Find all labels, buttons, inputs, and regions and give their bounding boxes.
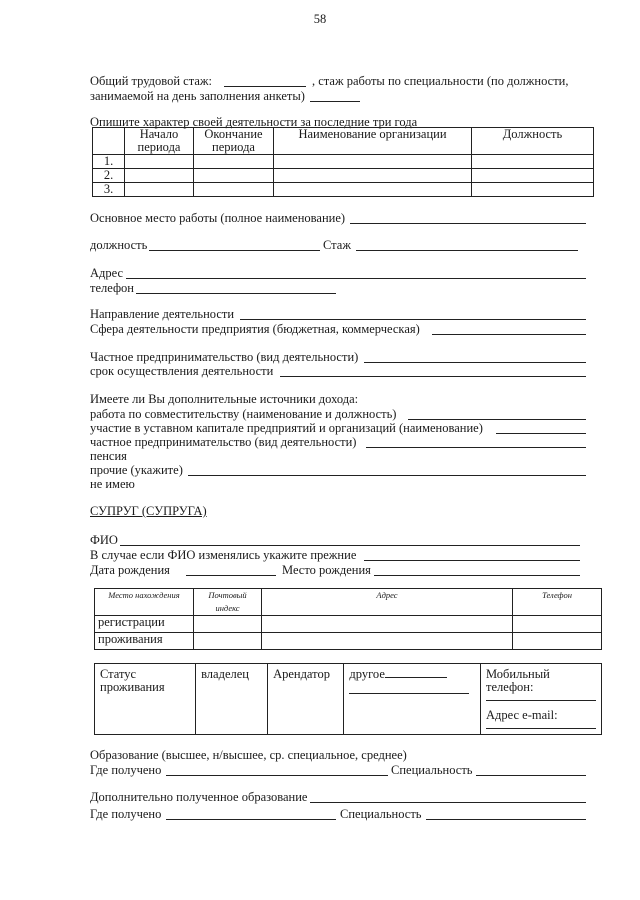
experience-field[interactable] bbox=[356, 250, 578, 251]
other-option[interactable]: другое bbox=[344, 664, 481, 735]
part-time-label: работа по совместительству (наименование и должность) bbox=[90, 407, 397, 421]
address-label: Адрес bbox=[90, 266, 124, 280]
table-row: 1. bbox=[93, 155, 594, 169]
extra-income-question: Имеете ли Вы дополнительные источники дохода: bbox=[90, 392, 359, 406]
term-label: срок осуществления деятельности bbox=[90, 364, 274, 378]
private-label: Частное предпринимательство (вид деятельности) bbox=[90, 350, 359, 364]
spouse-prev-fio-label: В случае если ФИО изменялись укажите прежние bbox=[90, 548, 357, 562]
contacts-cell bbox=[481, 664, 602, 735]
edu-where-label: Где получено bbox=[90, 763, 162, 777]
spouse-title: СУПРУГ (СУПРУГА) bbox=[90, 504, 207, 518]
other-field-2[interactable] bbox=[349, 693, 469, 694]
additional-edu-field[interactable] bbox=[310, 802, 586, 803]
other-income-field[interactable] bbox=[188, 475, 586, 476]
extra-private-label: частное предпринимательство (вид деятельности) bbox=[90, 435, 357, 449]
tenant-option[interactable]: Арендатор bbox=[268, 664, 344, 735]
phone-field[interactable] bbox=[136, 293, 336, 294]
education-title: Образование (высшее, н/высшее, ср. специальное, среднее) bbox=[90, 748, 407, 762]
edu-where2-field[interactable] bbox=[166, 819, 336, 820]
sphere-label: Сфера деятельности предприятия (бюджетная, коммерческая) bbox=[90, 322, 420, 336]
mobile-field[interactable] bbox=[486, 700, 596, 701]
additional-edu-label: Дополнительно полученное образование bbox=[90, 790, 308, 804]
start-header: Начало периода bbox=[125, 128, 194, 155]
birth-date-field[interactable] bbox=[186, 575, 276, 576]
email-field[interactable] bbox=[486, 728, 596, 729]
org-header: Наименование организации bbox=[274, 128, 472, 155]
total-exp-label: Общий трудовой стаж: bbox=[90, 74, 212, 88]
mobile-label: Мобильный телефон: bbox=[486, 667, 550, 694]
other-income-label: прочие (укажите) bbox=[90, 463, 183, 477]
specialty-exp-label: , стаж работы по специальности (по должности, bbox=[312, 74, 569, 88]
housing-table bbox=[94, 663, 602, 735]
table-row: 3. bbox=[93, 183, 594, 197]
sphere-field[interactable] bbox=[432, 334, 586, 335]
phone-label: телефон bbox=[90, 281, 134, 295]
position-field[interactable] bbox=[149, 250, 320, 251]
birth-date-label: Дата рождения bbox=[90, 563, 170, 577]
spouse-fio-label: ФИО bbox=[90, 533, 118, 547]
postal-header: Почтовый индекс bbox=[194, 589, 262, 616]
extra-private-field[interactable] bbox=[366, 447, 586, 448]
num-header bbox=[93, 128, 125, 155]
edu-where2-label: Где получено bbox=[90, 807, 162, 821]
specialty-exp-field[interactable] bbox=[310, 101, 360, 102]
edu-specialty-label: Специальность bbox=[391, 763, 473, 777]
edu-specialty-field[interactable] bbox=[476, 775, 586, 776]
address-header: Адрес bbox=[262, 589, 513, 616]
specialty-exp-label-2: занимаемой на день заполнения анкеты) bbox=[90, 89, 305, 103]
status-cell: Статус проживания bbox=[95, 664, 196, 735]
private-field[interactable] bbox=[364, 362, 586, 363]
capital-label: участие в уставном капитале предприятий и организаций (наименование) bbox=[90, 421, 483, 435]
phone-header: Телефон bbox=[513, 589, 602, 616]
owner-option[interactable]: владелец bbox=[196, 664, 268, 735]
table-row: регистрации bbox=[95, 616, 602, 633]
address-table bbox=[94, 588, 602, 650]
spouse-fio-field[interactable] bbox=[120, 545, 580, 546]
work-history-intro: Опишите характер своей деятельности за последние три года bbox=[90, 115, 418, 129]
position-header: Должность bbox=[472, 128, 594, 155]
experience-label: Стаж bbox=[323, 238, 351, 252]
birth-place-label: Место рождения bbox=[282, 563, 371, 577]
edu-where-field[interactable] bbox=[166, 775, 388, 776]
total-exp-field[interactable] bbox=[224, 86, 306, 87]
part-time-field[interactable] bbox=[408, 419, 586, 420]
location-header: Место нахождения bbox=[95, 589, 194, 616]
pension-label: пенсия bbox=[90, 449, 127, 463]
address-field[interactable] bbox=[126, 278, 586, 279]
capital-field[interactable] bbox=[496, 433, 586, 434]
edu-specialty2-field[interactable] bbox=[426, 819, 586, 820]
table-row: 2. bbox=[93, 169, 594, 183]
main-job-field[interactable] bbox=[350, 223, 586, 224]
term-field[interactable] bbox=[280, 376, 586, 377]
work-history-table bbox=[92, 127, 594, 197]
direction-field[interactable] bbox=[240, 319, 586, 320]
end-header: Окончание периода bbox=[194, 128, 274, 155]
main-job-label: Основное место работы (полное наименование) bbox=[90, 211, 346, 225]
birth-place-field[interactable] bbox=[374, 575, 580, 576]
direction-label: Направление деятельности bbox=[90, 307, 235, 321]
page-number: 58 bbox=[313, 12, 327, 26]
spouse-prev-fio-field[interactable] bbox=[364, 560, 580, 561]
edu-specialty2-label: Специальность bbox=[340, 807, 422, 821]
no-income-label: не имею bbox=[90, 477, 135, 491]
email-label: Адрес e-mail: bbox=[486, 708, 558, 722]
table-row: проживания bbox=[95, 633, 602, 650]
position-label: должность bbox=[90, 238, 148, 252]
